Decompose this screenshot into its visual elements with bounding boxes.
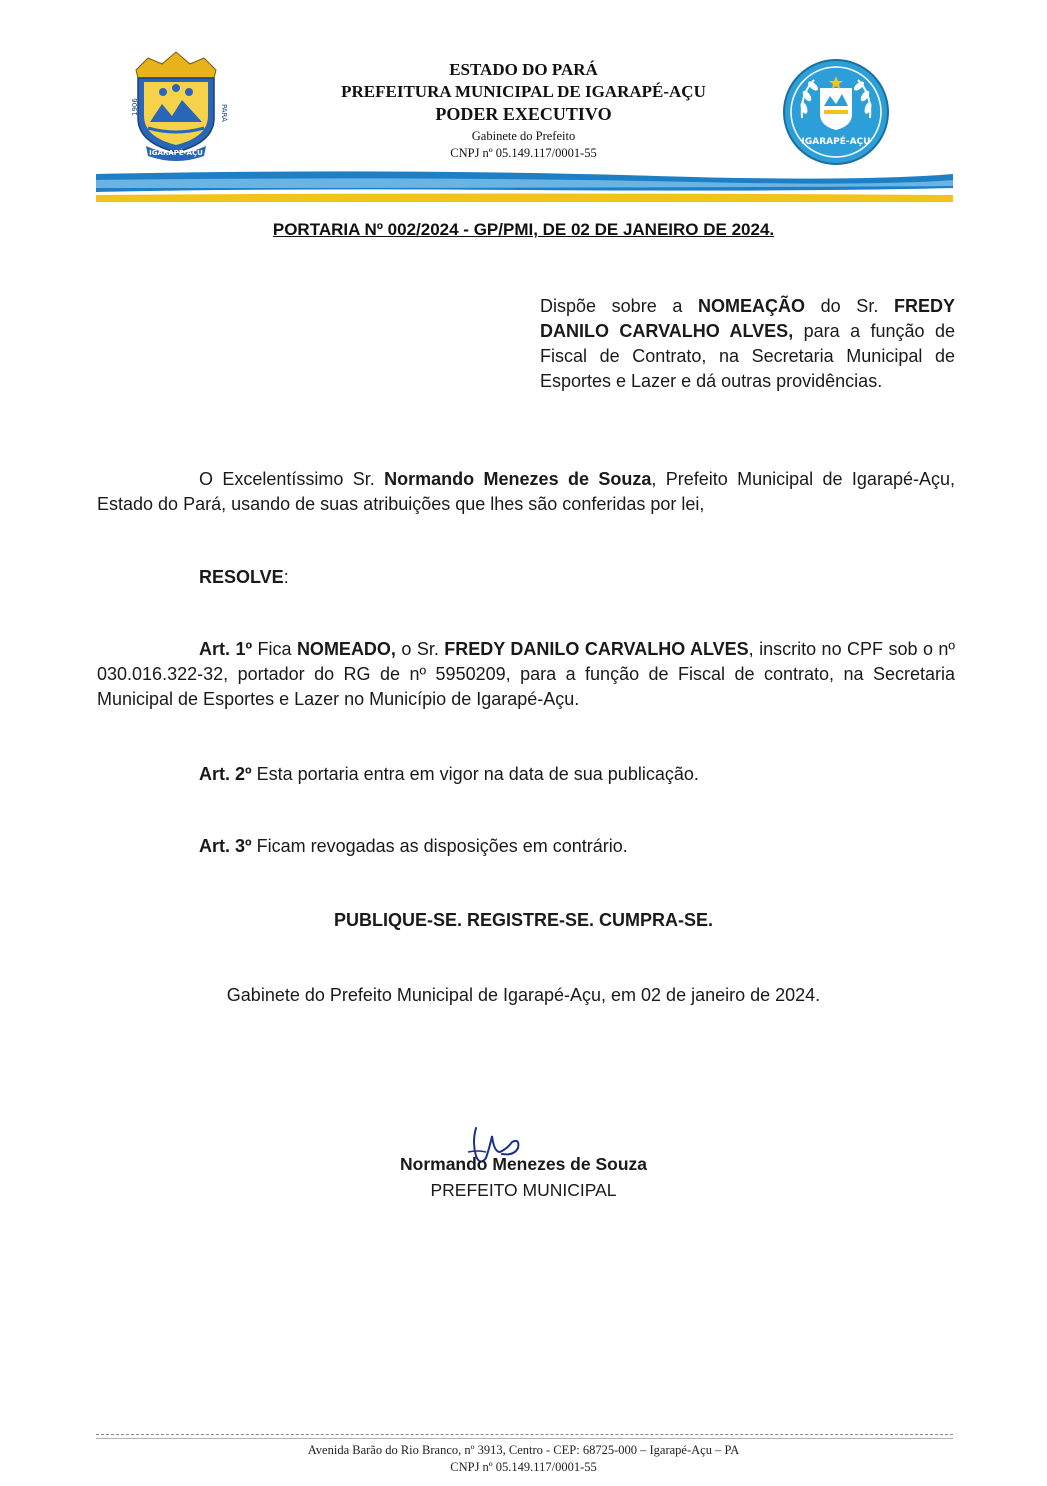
- preamble-text: O Excelentíssimo Sr.: [199, 469, 385, 489]
- crest-side-year: 1906: [131, 98, 139, 116]
- article-text: Ficam revogadas as disposições em contrário.: [251, 836, 628, 856]
- header-state: ESTADO DO PARÁ: [449, 60, 598, 79]
- preamble-text: , Prefeito Municipal de Igarapé-Açu, Estado do Pará, usando de suas atribuições que lhes são conferidas por lei,: [97, 469, 955, 514]
- ementa-bold: FREDY DANILO CARVALHO ALVES,: [540, 296, 955, 341]
- article-1: [97, 637, 955, 712]
- article-label: Art. 1º: [199, 639, 253, 659]
- preamble-paragraph: [97, 467, 955, 517]
- resolve-colon: :: [283, 567, 289, 587]
- header-branch: PODER EXECUTIVO: [435, 104, 612, 124]
- city-seal-icon: [782, 58, 890, 166]
- resolve-heading: [199, 565, 289, 590]
- header-cnpj: CNPJ nº 05.149.117/0001-55: [450, 146, 597, 160]
- signatory-role: PREFEITO MUNICIPAL: [430, 1180, 617, 1200]
- header-prefecture: PREFEITURA MUNICIPAL DE IGARAPÉ-AÇU: [341, 82, 706, 101]
- preamble-bold: Normando Menezes de Souza: [384, 469, 652, 489]
- header-banner: [96, 170, 953, 206]
- footer-cnpj: CNPJ nº 05.149.117/0001-55: [450, 1460, 597, 1474]
- signatory-name: Normando Menezes de Souza: [400, 1154, 647, 1174]
- footer-divider: [96, 1438, 953, 1439]
- article-3: [199, 834, 628, 859]
- article-text: Esta portaria entra em vigor na data de sua publicação.: [251, 764, 699, 784]
- article-bold: FREDY DANILO CARVALHO ALVES: [444, 639, 749, 659]
- ementa-paragraph: [540, 294, 955, 394]
- ementa-text: Dispõe sobre a: [540, 296, 698, 316]
- article-text: , inscrito no CPF sob o nº 030.016.322-32, portador do RG de nº 5950209, para a função de Fiscal de contrato, na Secretaria Municipal de Esportes e Lazer no Município de Igarapé-Açu.: [97, 639, 955, 709]
- seal-text: IGARAPÉ-AÇU: [801, 137, 871, 147]
- dateline: Gabinete do Prefeito Municipal de Igarapé-Açu, em 02 de janeiro de 2024.: [226, 985, 821, 1005]
- header-office: Gabinete do Prefeito: [471, 129, 576, 143]
- article-label: Art. 2º: [199, 764, 252, 784]
- ementa-text: do Sr.: [805, 296, 894, 316]
- crest-side-state: PARÁ: [220, 104, 228, 122]
- document-title: PORTARIA Nº 002/2024 - GP/PMI, DE 02 DE JANEIRO DE 2024.: [272, 220, 775, 239]
- footer-address: Avenida Barão do Rio Branco, nº 3913, Centro - CEP: 68725-000 – Igarapé-Açu – PA: [307, 1443, 740, 1457]
- footer-divider: [96, 1434, 953, 1435]
- article-text: o Sr.: [395, 639, 445, 659]
- ementa-bold: NOMEAÇÃO: [698, 296, 805, 316]
- ementa-text: para a função de Fiscal de Contrato, na Secretaria Municipal de Esportes e Lazer e dá outras providências.: [540, 321, 956, 391]
- crest-ribbon-text: IGARAPÉ-AÇU: [149, 149, 203, 157]
- article-text: Fica: [252, 639, 297, 659]
- article-bold: NOMEADO,: [296, 639, 396, 659]
- article-2: [199, 762, 699, 787]
- article-label: Art. 3º: [199, 836, 252, 856]
- closing-formula: PUBLIQUE-SE. REGISTRE-SE. CUMPRA-SE.: [333, 910, 714, 930]
- resolve-label: RESOLVE: [199, 567, 284, 587]
